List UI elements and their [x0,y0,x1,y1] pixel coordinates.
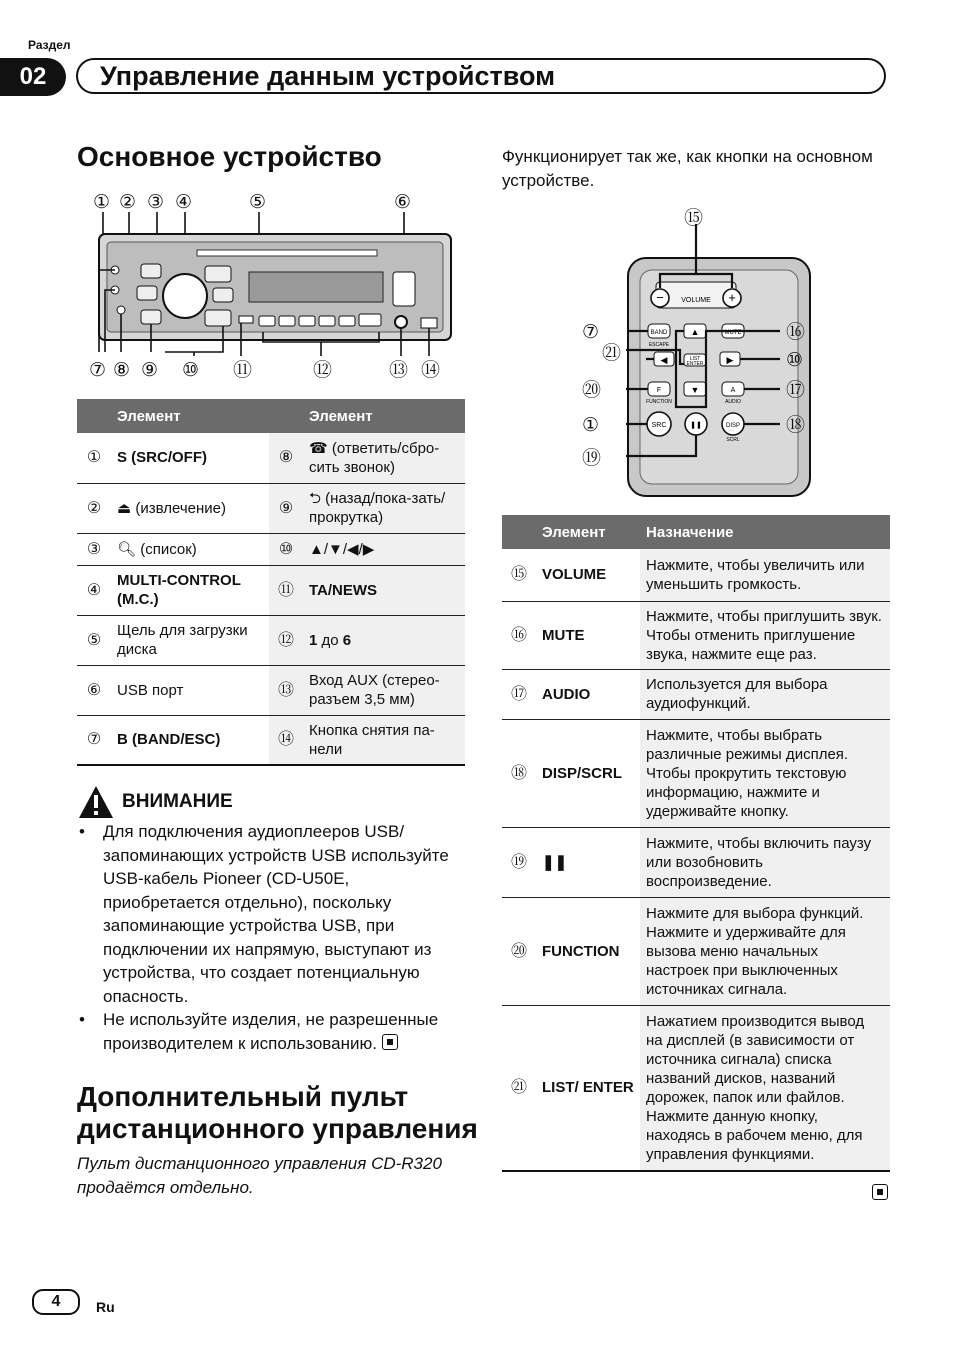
svg-text:⑮: ⑮ [684,208,704,229]
list-item: • Для подключения аудиоплееров USB/запоминающих устройств USB используйте USB-кабель Pioneer (CD-U50E, приобретается отдельно), поскольку запоминающие устройства USB, при подключении их напрямую, выступают из устройства, что создает потенциальную опасность. [77,820,467,1008]
table-row: ⑳ FUNCTION Нажмите для выбора функций. Нажмите и удерживайте для вызова меню начальных настроек при выключенных источниках сигнала. [502,897,890,1005]
callout-4: ④ [175,192,193,213]
callout-2: ② [119,192,137,213]
svg-text:①: ① [582,415,600,436]
section-label: Раздел [28,38,71,52]
table-row: ③ 🔍︎ (список) ⑩ ▲/▼/◀/▶ [77,533,465,565]
bottom-callouts [89,359,440,381]
svg-text:㉑: ㉑ [602,343,622,364]
main-unit-heading: Основное устройство [77,141,382,172]
caution-title: ВНИМАНИЕ [122,791,233,812]
main-unit-diagram [77,186,467,386]
svg-text:⑩: ⑩ [786,350,804,371]
col2-header: Назначение [640,515,890,549]
end-mark-icon [872,1184,888,1200]
svg-text:A: A [730,387,736,394]
table-row: ⑯ MUTE Нажмите, чтобы приглушить звук. Чтобы отменить приглушение звука, нажмите еще раз. [502,601,890,669]
warning-icon [78,785,114,819]
callout-14: ⑭ [421,360,441,381]
caution-list [77,820,467,1055]
remote-diagram [576,202,826,500]
svg-text:⑦: ⑦ [582,322,600,343]
callout-6: ⑥ [394,192,412,213]
remote-table [502,515,890,1172]
callout-12: ⑫ [313,360,333,381]
svg-text:MUTE: MUTE [724,330,742,336]
table-row: ⑥ USB порт ⑬ Вход AUX (стерео-разъем 3,5 мм) [77,665,465,715]
svg-text:AUDIO: AUDIO [725,399,741,405]
col2-header: Элемент [303,399,465,433]
svg-text:F: F [656,387,662,394]
svg-text:LIST: LIST [689,356,701,362]
col1-header: Элемент [111,399,269,433]
table-row: ⑤ Щель для загрузки диска ⑫ 1 до 6 [77,615,465,665]
table-row: ① S (SRC/OFF) ⑧ ☎ (ответить/сбро-сить звонок) [77,433,465,483]
table-row: ④ MULTI-CONTROL (M.C.) ⑪ TA/NEWS [77,565,465,615]
callout-1: ① [93,192,111,213]
callout-9: ⑨ [141,360,159,381]
svg-text:◀: ◀ [660,355,668,365]
table-row: ⑱ DISP/SCRL Нажмите, чтобы выбрать различные режимы дисплея. Чтобы прокрутить текстовую информацию, нажмите и удерживайте кнопку. [502,719,890,827]
table-row: ㉑ LIST/ ENTER Нажатием производится вывод на дисплей (в зависимости от источника сигнала) списка названий дисков, названий дорожек, папок или файлов. Нажмите данную кнопку, находясь в рабочем меню, для управления функциями. [502,1005,890,1171]
remote-intro: Функционирует так же, как кнопки на основном устройстве. [502,147,873,190]
table-row: ⑦ B (BAND/ESC) ⑭ Кнопка снятия па-нели [77,715,465,765]
svg-text:+: + [728,290,736,305]
caution-heading [78,785,233,819]
remote-heading: Дополнительный пульт дистанционного управления [77,1081,478,1144]
svg-text:⑱: ⑱ [786,415,806,436]
end-mark-icon [382,1034,398,1050]
table-row: ② ⏏ (извлечение) ⑨ ⮌ (назад/пока-зать/прокрутка) [77,483,465,533]
svg-text:❚❚: ❚❚ [690,422,702,429]
svg-text:−: − [656,290,664,305]
svg-text:BAND: BAND [650,330,668,336]
callout-7: ⑦ [89,360,107,381]
svg-text:⑳: ⑳ [582,380,602,401]
svg-text:▶: ▶ [726,355,734,365]
chapter-number: 02 [0,58,66,96]
table-row: ⑮ VOLUME Нажмите, чтобы увеличить или уменьшить громкость. [502,549,890,601]
svg-text:ENTER: ENTER [686,361,704,367]
language-label: Ru [96,1299,115,1315]
callout-13: ⑬ [389,360,409,381]
callout-3: ③ [147,192,165,213]
callout-11: ⑪ [233,360,253,381]
svg-text:▲: ▲ [690,327,700,337]
table-row: ⑰ AUDIO Используется для выбора аудиофункций. [502,669,890,719]
svg-text:⑰: ⑰ [786,380,806,401]
svg-text:ESCAPE: ESCAPE [648,342,670,348]
svg-text:⑲: ⑲ [582,448,602,469]
page-number: 4 [32,1289,80,1315]
callout-10: ⑩ [182,360,200,381]
main-unit-table [77,399,465,766]
volume-label: VOLUME [681,297,711,304]
remote-note: Пульт дистанционного управления CD-R320 продаётся отдельно. [77,1154,442,1197]
chapter-title: Управление данным устройством [76,58,886,94]
top-callouts [93,192,411,213]
callout-5: ⑤ [249,192,267,213]
list-item: • Не используйте изделия, не разрешенные производителем к использованию. [77,1008,467,1055]
callout-8: ⑧ [113,360,131,381]
table-row: ⑲ ❚❚ Нажмите, чтобы включить паузу или возобновить воспроизведение. [502,827,890,897]
svg-text:FUNCTION: FUNCTION [646,399,672,405]
svg-text:▼: ▼ [690,385,700,395]
svg-text:⑯: ⑯ [786,322,806,343]
svg-text:SCRL: SCRL [726,437,740,443]
svg-text:DISP: DISP [725,423,741,429]
svg-text:SRC: SRC [651,422,667,429]
col1-header: Элемент [536,515,640,549]
